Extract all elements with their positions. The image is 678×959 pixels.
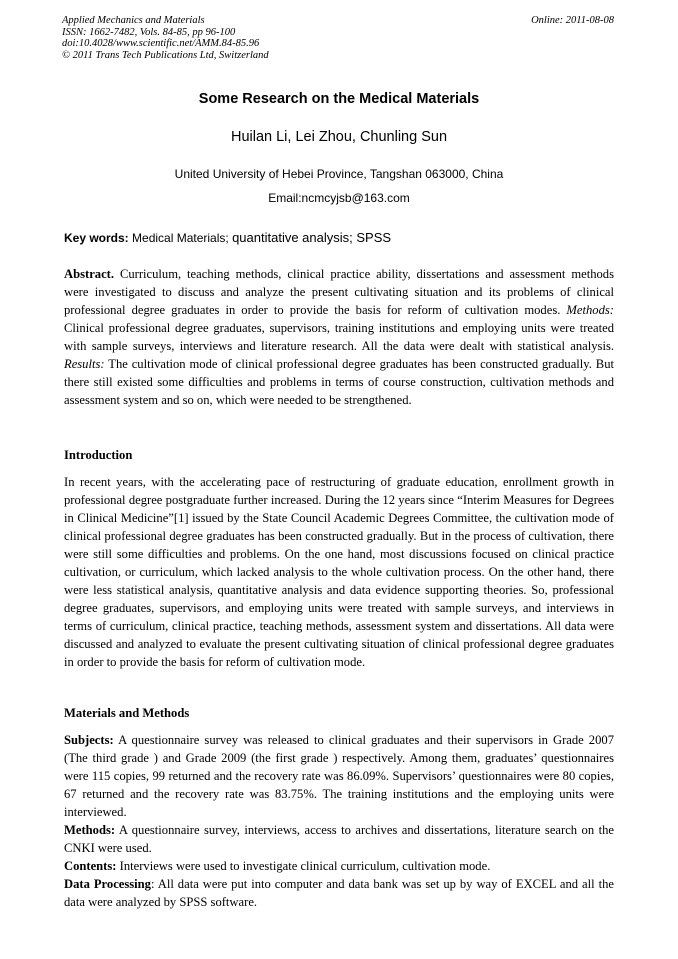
abstract-label: Abstract. <box>64 267 115 281</box>
subjects-label: Subjects: <box>64 733 114 747</box>
processing-paragraph <box>64 875 614 911</box>
online-date: Online: 2011-08-08 <box>531 15 614 26</box>
subjects-paragraph <box>64 731 614 821</box>
copyright-line: © 2011 Trans Tech Publications Ltd, Switzerland <box>62 49 269 61</box>
journal-name: Applied Mechanics and Materials <box>62 15 205 26</box>
processing-label: Data Processing <box>64 877 151 891</box>
abstract-results-label: Results: <box>64 357 105 371</box>
abstract-results-text: The cultivation mode of clinical professional degree graduates has been constructed gradually. But there still existed some difficulties and problems in terms of course construction, cultivation methods and assessment system and so on, which were needed to be strengthened. <box>64 357 614 407</box>
methods-paragraph <box>64 821 614 857</box>
introduction-text: In recent years, with the accelerating pace of restructuring of graduate education, enrollment growth in professional degree postgraduate further increased. During the 12 years since “Interim Measures for Degrees in Clinical Medicine”[1] issued by the State Council Academic Degrees Committee, the cultivation mode of clinical professional degree graduates has been constructed gradually. But in the process of cultivation, there were still some difficulties and problems. On the one hand, most discussions focused on clinical practice cultivation, or curriculum, which lacked analysis to the whole cultivation process. On the other hand, there were less statistical analysis, quantitative analysis and data evidence supporting theories. So, professional degree graduates, supervisors, and employing units were treated with sample surveys, and interviews in terms of curriculum, clinical practice, teaching methods, assessment system and dissertations. All data were discussed and analyzed to evaluate the present cultivating situation of clinical professional degree graduates in order to provide the basis for reform of cultivation mode. <box>64 475 614 669</box>
abstract <box>64 265 614 409</box>
subjects-text: A questionnaire survey was released to clinical graduates and their supervisors in Grade 2007 (The third grade ) and Grade 2009 (the first grade ) respectively. Among them, graduates’ questionnaires were 115 copies, 99 returned and the recovery rate was 86.09%. Supervisors’ questionnaires were 80 copies, 67 returned and the recovery rate was 83.75%. The training institutions and the employing units were interviewed. <box>64 733 614 819</box>
contents-text: Interviews were used to investigate clinical curriculum, cultivation mode. <box>119 859 491 873</box>
abstract-methods-label: Methods: <box>566 303 614 317</box>
abstract-methods-text: Clinical professional degree graduates, supervisors, training institutions and employing units were treated with sample surveys, interviews and literature research. All the data were dealt with statistical analysis. <box>64 321 614 353</box>
doi-line: doi:10.4028/www.scientific.net/AMM.84-85.96 <box>62 38 260 50</box>
keywords-rest: quantitative analysis; SPSS <box>232 230 392 245</box>
keywords-first: Medical Materials; <box>132 231 229 245</box>
contents-paragraph <box>64 857 614 875</box>
materials-heading: Materials and Methods <box>64 706 190 720</box>
processing-text: : All data were put into computer and data bank was set up by way of EXCEL and all the data were analyzed by SPSS software. <box>64 877 614 909</box>
methods-text: A questionnaire survey, interviews, access to archives and dissertations, literature search on the CNKI were used. <box>64 823 614 855</box>
keywords-label: Key words: <box>64 231 129 245</box>
methods-label: Methods: <box>64 823 116 837</box>
abstract-text: Curriculum, teaching methods, clinical practice ability, dissertations and assessment methods were investigated to discuss and analyze the present cultivating situation and its problems of clinical professional degree graduates in order to provide the basis for reform of cultivation modes. <box>64 267 615 317</box>
introduction-heading: Introduction <box>64 448 133 462</box>
materials-section <box>64 731 614 911</box>
keywords <box>64 230 614 245</box>
journal-header <box>62 15 614 61</box>
issn-line: ISSN: 1662-7482, Vols. 84-85, pp 96-100 <box>62 26 236 38</box>
authors: Huilan Li, Lei Zhou, Chunling Sun <box>230 129 448 145</box>
affiliation: United University of Hebei Province, Tangshan 063000, China <box>174 167 504 181</box>
email: Email:ncmcyjsb@163.com <box>268 191 410 205</box>
contents-label: Contents: <box>64 859 117 873</box>
paper-title: Some Research on the Medical Materials <box>198 91 480 107</box>
